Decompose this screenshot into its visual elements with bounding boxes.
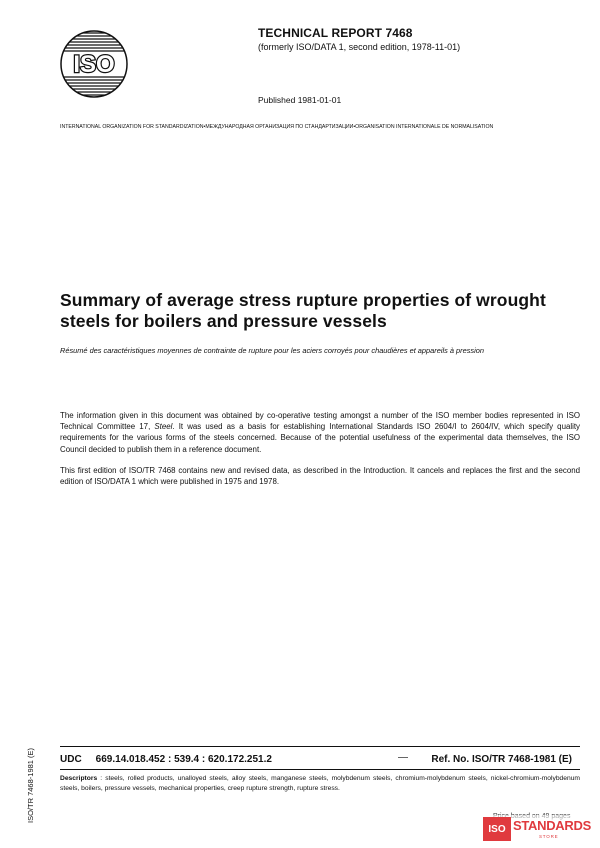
- report-title: TECHNICAL REPORT 7468: [258, 26, 413, 40]
- iso-logo-text: ISO: [73, 51, 115, 78]
- watermark-store: STORE: [539, 834, 559, 839]
- descriptors: [60, 774, 580, 794]
- organization-line: INTERNATIONAL ORGANIZATION FOR STANDARDIZATION•МЕЖДУНАРОДНАЯ ОРГАНИЗАЦИЯ ПО СТАНДАРТИЗАЦИИ•ORGANISATION INTERNATIONALE DE NORMALISATION: [60, 124, 494, 130]
- udc-label: UDC: [60, 754, 82, 765]
- published-date: Published 1981-01-01: [258, 95, 342, 105]
- descriptors-label: Descriptors: [60, 775, 98, 782]
- ref-dash: [398, 757, 408, 758]
- footer-top-rule: [60, 746, 580, 747]
- watermark-text: STANDARDS: [513, 818, 591, 833]
- reference-number: Ref. No. ISO/TR 7468-1981 (E): [431, 754, 572, 765]
- iso-logo: [60, 30, 128, 98]
- udc-value: 669.14.018.452 : 539.4 : 620.172.251.2: [95, 754, 272, 765]
- intro-paragraph-end: . It was used as a basis for establishing International Standards ISO 2604/I to 2604/IV, which specify quality requirements for the various forms of the steels concerned. Because of the potential usefulness of the experimental data themselves, the ISO Council decided to publish them in a reference document.: [60, 422, 580, 454]
- descriptors-text: : steels, rolled products, unalloyed steels, alloy steels, manganese steels, molybdenum steels, chromium-molybdenum steels, nickel-chromium-molybdenum steels, boilers, pressure vessels, mechanical properties, creep rupture strength, rupture stress.: [60, 775, 580, 792]
- side-reference-code: ISO/TR 7468-1981 (E): [26, 747, 35, 823]
- formerly-note: (formerly ISO/DATA 1, second edition, 1978-11-01): [258, 42, 461, 52]
- footer-mid-rule: [60, 769, 580, 770]
- committee-name: Steel: [154, 422, 173, 432]
- document-title: Summary of average stress rupture properties of wrought steels for boilers and pressure vessels: [60, 290, 546, 331]
- edition-paragraph: This first edition of ISO/TR 7468 contains new and revised data, as described in the Introduction. It cancels and replaces the first and the second edition of ISO/DATA 1 which were published in 1975 and 1978.: [60, 466, 580, 487]
- store-watermark: [483, 815, 593, 843]
- intro-paragraph-start: The information given in this document was obtained by co-operative testing amongst a number of the ISO member bodies represented in ISO Technical Committee 17,: [60, 411, 580, 432]
- intro-paragraph: [60, 410, 580, 455]
- watermark-logo-box: ISO: [483, 817, 511, 841]
- french-title: Résumé des caractéristiques moyennes de contrainte de rupture pour les aciers corroyés pour chaudières et appareils à pression: [60, 346, 484, 355]
- udc-line: [60, 754, 272, 765]
